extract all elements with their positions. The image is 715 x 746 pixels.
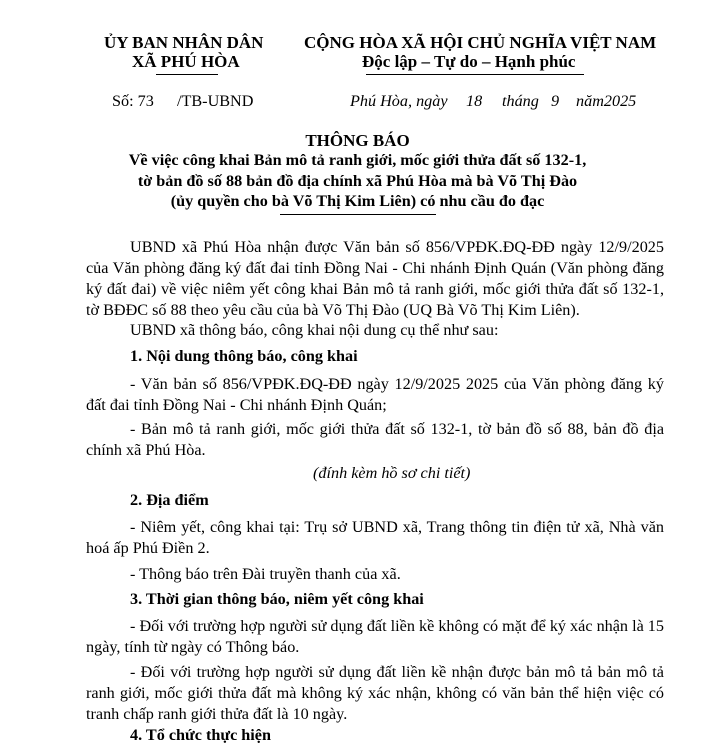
date-month-label: tháng <box>502 92 539 110</box>
title-underline <box>280 214 436 215</box>
date-day: 18 <box>466 92 483 110</box>
national-motto: Độc lập – Tự do – Hạnh phúc <box>362 52 576 71</box>
document-number-suffix: /TB-UBND <box>177 92 254 110</box>
section-1-item-2: - Bản mô tả ranh giới, mốc giới thửa đất số 132-1, tờ bản đồ số 88, bản đồ địa chính xã Phú Hòa. <box>86 420 664 459</box>
issuer-commune: XÃ PHÚ HÒA <box>132 52 240 71</box>
section-2-item-2: - Thông báo trên Đài truyền thanh của xã. <box>130 565 401 583</box>
document-title: THÔNG BÁO <box>305 131 410 150</box>
section-3-item-2: - Đối với trường hợp người sử dụng đất liền kề nhận được bản mô tả bản mô tả ranh giới, mốc giới thửa đất mà không ký xác nhận, không có văn bản thể hiện việc có tranh chấp ranh giới thửa đất là 10 ngày. <box>86 663 664 723</box>
section-2-item-1: - Niêm yết, công khai tại: Trụ sở UBND xã, Trang thông tin điện tử xã, Nhà văn hoá ấp Phú Điền 2. <box>86 518 664 557</box>
subject-line-2: tờ bản đồ số 88 bản đồ địa chính xã Phú Hòa mà bà Võ Thị Đào <box>137 172 578 190</box>
motto-underline <box>366 74 584 75</box>
national-title: CỘNG HÒA XÃ HỘI CHỦ NGHĨA VIỆT NAM <box>304 33 657 52</box>
section-4-heading: 4. Tổ chức thực hiện <box>130 726 271 744</box>
attachment-note: (đính kèm hồ sơ chi tiết) <box>313 464 471 482</box>
date-year: năm2025 <box>576 92 637 110</box>
date-month: 9 <box>551 92 560 110</box>
section-3-item-1: - Đối với trường hợp người sử dụng đất liền kề không có mặt để ký xác nhận là 15 ngày, tính từ ngày có Thông báo. <box>86 617 664 656</box>
issuer-name: ỦY BAN NHÂN DÂN <box>104 33 264 52</box>
subject-line-3: (ủy quyền cho bà Võ Thị Kim Liên) có nhu cầu đo đạc <box>170 192 545 210</box>
section-1-item-1: - Văn bản số 856/VPĐK.ĐQ-ĐĐ ngày 12/9/2025 2025 của Văn phòng đăng ký đất đai tỉnh Đồng Nai - Chi nhánh Định Quán; <box>86 375 664 414</box>
announce-paragraph: UBND xã thông báo, công khai nội dung cụ thể như sau: <box>130 321 499 339</box>
issuer-underline <box>156 74 218 75</box>
section-3-heading: 3. Thời gian thông báo, niêm yết công khai <box>130 590 424 608</box>
section-1-heading: 1. Nội dung thông báo, công khai <box>130 347 358 365</box>
document-number: Số: 73 <box>112 92 154 110</box>
section-2-heading: 2. Địa điểm <box>130 491 209 509</box>
subject-line-1: Về việc công khai Bản mô tả ranh giới, mốc giới thửa đất số 132-1, <box>128 151 587 169</box>
intro-paragraph: UBND xã Phú Hòa nhận được Văn bản số 856/VPĐK.ĐQ-ĐĐ ngày 12/9/2025 của Văn phòng đăng ký đất đai tỉnh Đồng Nai - Chi nhánh Định Quán (Văn phòng đăng ký đất đai) về việc niêm yết công khai Bản mô tả ranh giới, mốc giới thửa đất số 132-1, tờ BĐĐC số 88 theo yêu cầu của bà Võ Thị Đào (UQ Bà Võ Thị Kim Liên). <box>86 238 664 319</box>
place-date-prefix: Phú Hòa, ngày <box>350 92 448 110</box>
